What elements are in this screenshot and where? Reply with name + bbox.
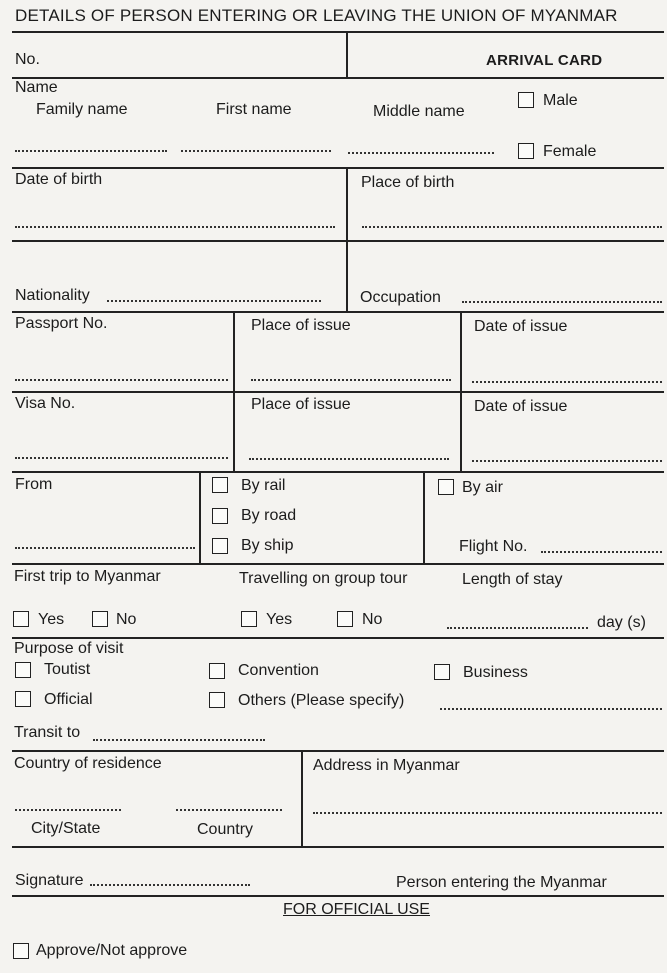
rule	[12, 895, 664, 897]
occupation-field[interactable]	[462, 301, 662, 303]
address-label: Address in Myanmar	[313, 757, 460, 774]
from-label: From	[15, 476, 53, 493]
official-checkbox[interactable]	[15, 691, 31, 707]
nationality-field[interactable]	[107, 300, 321, 302]
by-air-checkbox[interactable]	[438, 479, 454, 495]
rule	[12, 846, 664, 848]
divider	[346, 31, 348, 77]
by-rail-checkbox[interactable]	[212, 477, 228, 493]
pob-field[interactable]	[362, 226, 662, 228]
first-trip-no-label: No	[116, 611, 137, 628]
passport-place-field[interactable]	[251, 379, 451, 381]
by-ship-label: By ship	[241, 537, 294, 554]
tourist-checkbox[interactable]	[15, 662, 31, 678]
divider	[233, 311, 235, 471]
official-use-heading: FOR OFFICIAL USE	[283, 901, 430, 918]
group-tour-yes-label: Yes	[266, 611, 293, 628]
signature-label: Signature	[15, 872, 84, 889]
occupation-label: Occupation	[360, 289, 441, 306]
business-checkbox[interactable]	[434, 664, 450, 680]
group-tour-label: Travelling on group tour	[239, 570, 408, 587]
name-label: Name	[15, 79, 58, 96]
others-label: Others (Please specify)	[238, 692, 405, 709]
first-name-field[interactable]	[181, 150, 331, 152]
transit-label: Transit to	[14, 724, 81, 741]
transit-field[interactable]	[93, 739, 265, 741]
pob-label: Place of birth	[361, 174, 455, 191]
rule	[12, 750, 664, 752]
female-label: Female	[543, 143, 597, 160]
passport-no-label: Passport No.	[15, 315, 108, 332]
divider	[460, 311, 462, 471]
rule	[12, 77, 664, 79]
rule	[12, 167, 664, 169]
length-of-stay-field[interactable]	[447, 627, 588, 629]
passport-date-label: Date of issue	[474, 318, 568, 335]
group-tour-no-checkbox[interactable]	[337, 611, 353, 627]
flight-no-label: Flight No.	[459, 538, 528, 555]
residence-label: Country of residence	[14, 755, 162, 772]
from-field[interactable]	[15, 547, 195, 549]
city-label: City/State	[31, 820, 101, 837]
divider	[423, 471, 425, 563]
rule	[12, 471, 664, 473]
card-title: ARRIVAL CARD	[486, 52, 603, 69]
rule	[12, 391, 664, 393]
business-label: Business	[463, 664, 528, 681]
family-name-label: Family name	[36, 101, 128, 118]
first-name-label: First name	[216, 101, 292, 118]
by-rail-label: By rail	[241, 477, 286, 494]
first-trip-yes-checkbox[interactable]	[13, 611, 29, 627]
others-field[interactable]	[440, 708, 662, 710]
approve-label: Approve/Not approve	[36, 942, 188, 959]
official-label: Official	[44, 691, 93, 708]
by-ship-checkbox[interactable]	[212, 538, 228, 554]
address-field[interactable]	[313, 812, 662, 814]
dob-field[interactable]	[15, 226, 335, 228]
group-tour-no-label: No	[362, 611, 383, 628]
first-trip-label: First trip to Myanmar	[14, 568, 161, 585]
middle-name-field[interactable]	[348, 152, 494, 154]
country-label: Country	[197, 821, 254, 838]
visa-place-field[interactable]	[249, 458, 449, 460]
stay-unit-label: day (s)	[597, 614, 646, 631]
person-entering-label: Person entering the Myanmar	[396, 874, 607, 891]
tourist-label: Toutist	[44, 661, 91, 678]
form-header: DETAILS OF PERSON ENTERING OR LEAVING THE UNION OF MYANMAR	[15, 6, 618, 25]
passport-date-field[interactable]	[472, 381, 662, 383]
dob-label: Date of birth	[15, 171, 103, 188]
visa-no-field[interactable]	[15, 457, 228, 459]
visa-no-label: Visa No.	[15, 395, 76, 412]
rule	[12, 563, 664, 565]
male-label: Male	[543, 92, 578, 109]
visa-place-label: Place of issue	[251, 396, 351, 413]
first-trip-yes-label: Yes	[38, 611, 65, 628]
divider	[346, 167, 348, 311]
signature-field[interactable]	[90, 884, 250, 886]
rule	[12, 31, 664, 33]
convention-checkbox[interactable]	[209, 663, 225, 679]
number-label: No.	[15, 51, 40, 68]
passport-no-field[interactable]	[15, 379, 228, 381]
by-road-label: By road	[241, 507, 297, 524]
rule	[12, 240, 664, 242]
male-checkbox[interactable]	[518, 92, 534, 108]
by-air-label: By air	[462, 479, 503, 496]
flight-no-field[interactable]	[541, 551, 662, 553]
divider	[301, 750, 303, 846]
visa-date-field[interactable]	[472, 460, 662, 462]
nationality-label: Nationality	[15, 287, 90, 304]
convention-label: Convention	[238, 662, 319, 679]
city-field[interactable]	[15, 809, 121, 811]
visa-date-label: Date of issue	[474, 398, 568, 415]
middle-name-label: Middle name	[373, 103, 465, 120]
by-road-checkbox[interactable]	[212, 508, 228, 524]
divider	[199, 471, 201, 563]
group-tour-yes-checkbox[interactable]	[241, 611, 257, 627]
length-of-stay-label: Length of stay	[462, 571, 563, 588]
others-checkbox[interactable]	[209, 692, 225, 708]
rule	[12, 311, 664, 313]
approve-checkbox[interactable]	[13, 943, 29, 959]
purpose-label: Purpose of visit	[14, 640, 124, 657]
female-checkbox[interactable]	[518, 143, 534, 159]
rule	[12, 637, 664, 639]
family-name-field[interactable]	[15, 150, 167, 152]
passport-place-label: Place of issue	[251, 317, 351, 334]
first-trip-no-checkbox[interactable]	[92, 611, 108, 627]
country-field[interactable]	[176, 809, 282, 811]
